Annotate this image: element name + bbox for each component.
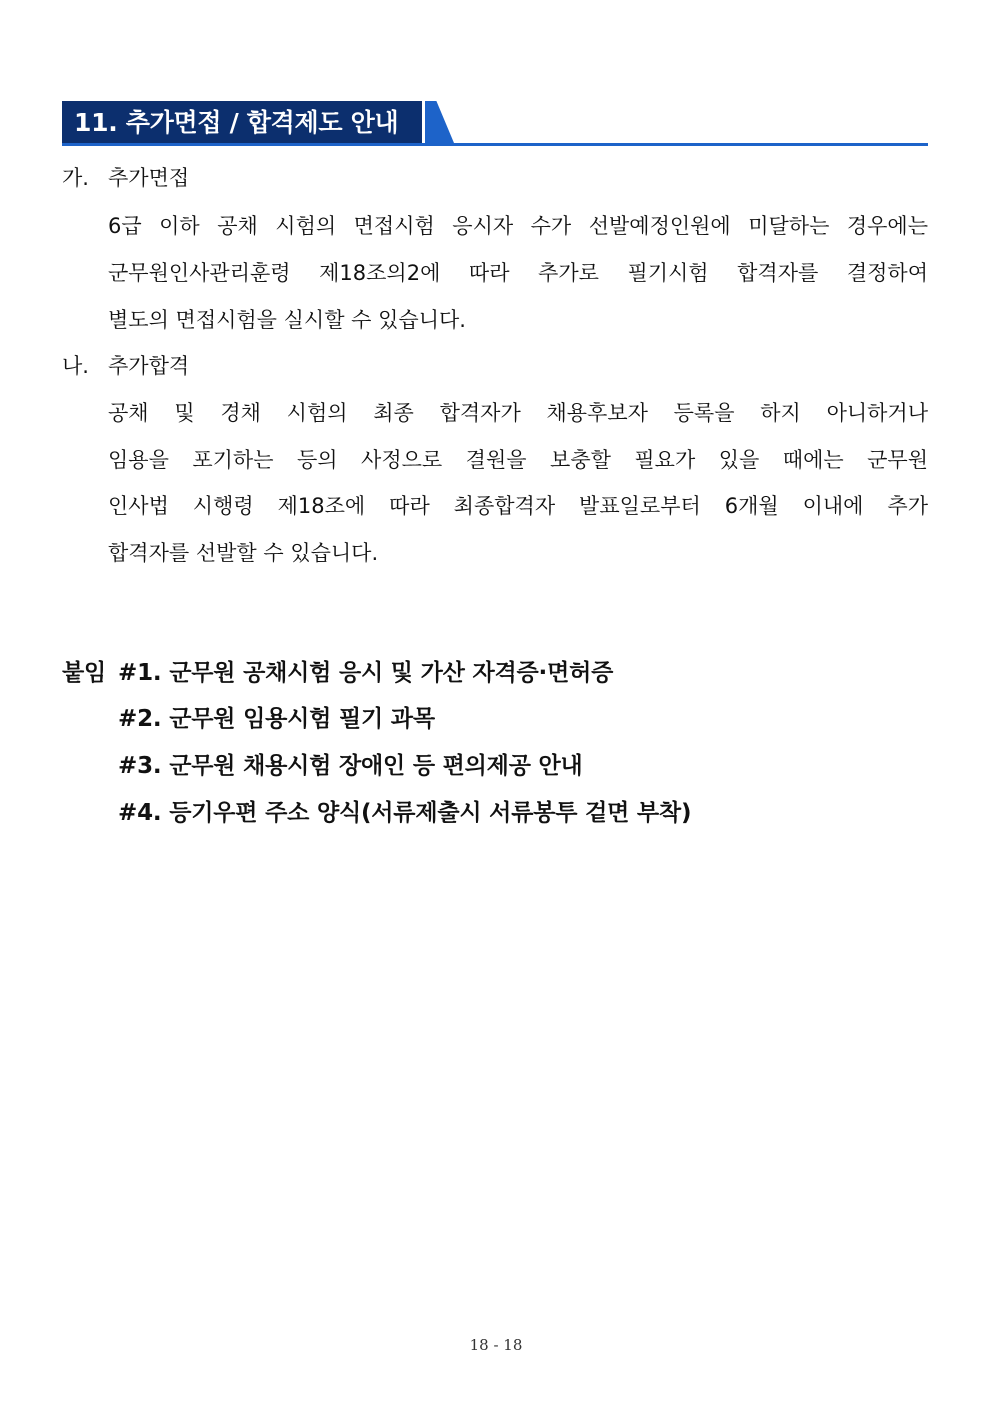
section-header-rule [62, 143, 928, 146]
subsection-heading-text: 추가합격 [108, 354, 190, 378]
subsection-heading-additional-pass [62, 352, 189, 380]
paragraph-line: 군무원인사관리훈령 제18조의2에 따라 추가로 필기시험 합격자를 결정하여 [108, 261, 928, 285]
attachment-item-4: #4. 등기우편 주소 양식(서류제출시 서류봉투 겉면 부착) [118, 800, 692, 826]
subsection-heading-text: 추가면접 [108, 166, 190, 190]
page-number: 18 - 18 [469, 1336, 523, 1354]
paragraph-line: 6급 이하 공채 시험의 면접시험 응시자 수가 선발예정인원에 미달하는 경우에는 [108, 214, 928, 238]
attachment-label: 붙임 [62, 660, 107, 686]
attachment-text: #1. 군무원 공채시험 응시 및 가산 자격증·면허증 [118, 660, 614, 686]
paragraph-line: 임용을 포기하는 등의 사정으로 결원을 보충할 필요가 있을 때에는 군무원 [108, 448, 928, 472]
paragraph-line: 인사법 시행령 제18조에 따라 최종합격자 발표일로부터 6개월 이내에 추가 [108, 494, 928, 518]
section-header [62, 101, 928, 146]
attachment-item-1 [62, 658, 613, 688]
paragraph-line: 공채 및 경채 시험의 최종 합격자가 채용후보자 등록을 하지 아니하거나 [108, 401, 928, 425]
paragraph-line: 합격자를 선발할 수 있습니다. [108, 541, 379, 565]
attachment-item-3: #3. 군무원 채용시험 장애인 등 편의제공 안내 [118, 753, 583, 779]
subsection-marker: 나. [62, 354, 89, 378]
attachment-item-2: #2. 군무원 임용시험 필기 과목 [118, 706, 435, 732]
section-header-tab-tail [422, 101, 454, 143]
section-header-tab-separator [422, 101, 425, 143]
subsection-marker: 가. [62, 166, 89, 190]
paragraph-line: 별도의 면접시험을 실시할 수 있습니다. [108, 308, 466, 332]
subsection-heading-additional-interview [62, 164, 189, 192]
section-title: 11. 추가면접 / 합격제도 안내 [74, 108, 399, 137]
